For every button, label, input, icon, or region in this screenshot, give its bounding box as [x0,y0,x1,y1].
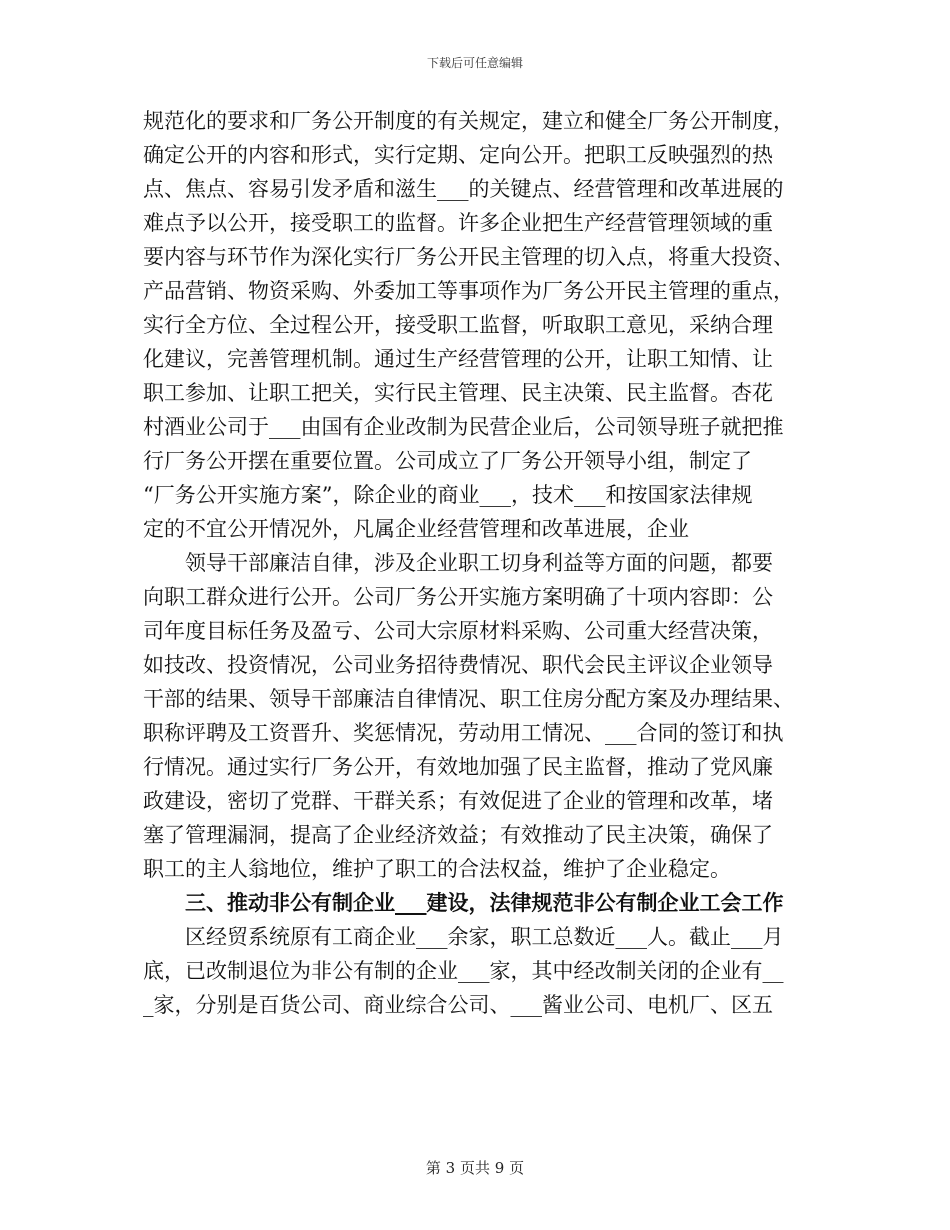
document-body [143,104,805,1022]
text-line: _家，分别是百货公司、商业综合公司、___酱业公司、电机厂、区五 [143,993,773,1017]
text-line: 政建设，密切了党群、干群关系；有效促进了企业的管理和改革，堵 [143,789,773,813]
text-line: 点、焦点、容易引发矛盾和滋生___的关键点、经营管理和改革进展的 [143,177,784,201]
text-line: 化建议，完善管理机制。通过生产经营管理的公开，让职工知情、让 [143,347,773,371]
text-line: 确定公开的内容和形式，实行定期、定向公开。把职工反映强烈的热 [143,143,773,167]
text-line: 干部的结果、领导干部廉洁自律情况、职工住房分配方案及办理结果、 [143,687,794,711]
text-line: 规范化的要求和厂务公开制度的有关规定，建立和健全厂务公开制度， [143,109,794,133]
paragraph-start-line: 领导干部廉洁自律，涉及企业职工切身利益等方面的问题，都要 [185,551,773,575]
text-line: 行厂务公开摆在重要位置。公司成立了厂务公开领导小组，制定了 [143,449,752,473]
text-line: 底，已改制退位为非公有制的企业___家，其中经改制关闭的企业有__ [143,959,784,983]
page-number: 第 3 页共 9 页 [425,1159,525,1177]
text-line: 难点予以公开，接受职工的监督。许多企业把生产经营管理领域的重 [143,211,773,235]
text-line: 行情况。通过实行厂务公开，有效地加强了民主监督，推动了党风廉 [143,755,773,779]
text-line: 职工的主人翁地位，维护了职工的合法权益，维护了企业稳定。 [143,857,731,881]
text-line: 要内容与环节作为深化实行厂务公开民主管理的切入点，将重大投资、 [143,245,794,269]
section-heading: 三、推动非公有制企业___建设，法律规范非公有制企业工会工作 [185,890,784,915]
text-line: 村酒业公司于___由国有企业改制为民营企业后，公司领导班子就把推 [143,415,784,439]
text-line: 产品营销、物资采购、外委加工等事项作为厂务公开民主管理的重点， [143,279,794,303]
text-line: 定的不宜公开情况外，凡属企业经营管理和改革进展，企业 [143,517,689,541]
text-line: 实行全方位、全过程公开，接受职工监督，听取职工意见，采纳合理 [143,313,773,337]
text-line: 职称评聘及工资晋升、奖惩情况，劳动用工情况、___合同的签订和执 [143,721,784,745]
text-line: 职工参加、让职工把关，实行民主管理、民主决策、民主监督。杏花 [143,381,773,405]
text-line: 如技改、投资情况，公司业务招待费情况、职代会民主评议企业领导 [143,653,773,677]
text-line: 向职工群众进行公开。公司厂务公开实施方案明确了十项内容即：公 [143,585,773,609]
page-header: 下载后可任意编辑 [426,56,523,70]
paragraph-start-line: 区经贸系统原有工商企业___余家，职工总数近___人。截止___月 [185,925,784,949]
text-line: “厂务公开实施方案”，除企业的商业___，技术___和按国家法律规 [143,483,753,507]
text-line: 司年度目标任务及盈亏、公司大宗原材料采购、公司重大经营决策， [143,619,773,643]
text-line: 塞了管理漏洞，提高了企业经济效益；有效推动了民主决策，确保了 [143,823,773,847]
